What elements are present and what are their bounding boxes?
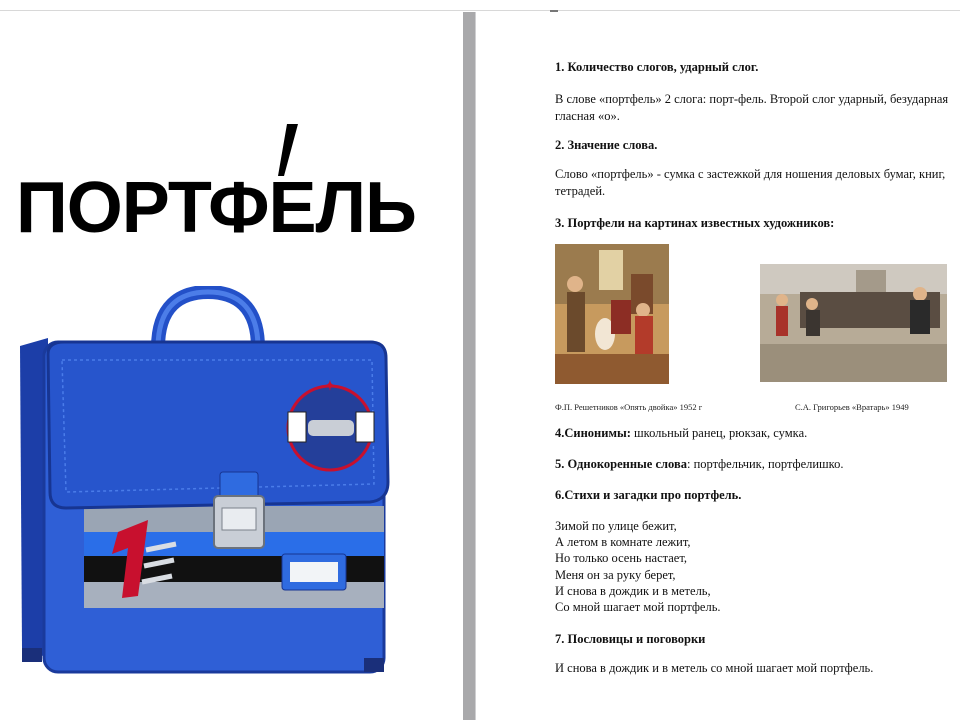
painting-vratar bbox=[760, 264, 947, 382]
page-gutter-edge bbox=[475, 12, 476, 720]
word-title: ПОРТФЕЛЬ bbox=[16, 168, 416, 248]
section-5 bbox=[555, 456, 844, 473]
page-top-border bbox=[0, 10, 960, 11]
section-4 bbox=[555, 425, 807, 442]
section-7-heading: 7. Пословицы и поговорки bbox=[555, 632, 706, 646]
section-5-text: : портфельчик, портфелишко. bbox=[686, 457, 844, 471]
stress-accent-mark bbox=[278, 124, 298, 176]
section-7-text: И снова в дождик и в метель со мной шагает мой портфель. bbox=[555, 661, 874, 675]
section-1-text: В слове «портфель» 2 слога: порт-фель. Второй слог ударный, безударная гласная «о». bbox=[555, 92, 949, 123]
section-2-text: Слово «портфель» - сумка с застежкой для ношения деловых бумаг, книг, тетрадей. bbox=[555, 167, 946, 198]
briefcase-image bbox=[8, 286, 398, 686]
section-2-heading: 2. Значение слова. bbox=[555, 138, 658, 152]
poem-line: Меня он за руку берет, bbox=[555, 567, 676, 582]
poem-line: И снова в дождик и в метель, bbox=[555, 583, 711, 598]
section-1-heading: 1. Количество слогов, ударный слог. bbox=[555, 60, 759, 74]
riddle-poem bbox=[555, 518, 721, 615]
caption-painting-2: С.А. Григорьев «Вратарь» 1949 bbox=[795, 402, 909, 412]
poem-line: Зимой по улице бежит, bbox=[555, 519, 677, 533]
poem-line: Но только осень настает, bbox=[555, 551, 688, 566]
section-4-heading: 4.Синонимы: bbox=[555, 426, 631, 440]
ruler-mark bbox=[550, 10, 558, 12]
poem-line: Со мной шагает мой портфель. bbox=[555, 600, 721, 615]
svg-text:✦: ✦ bbox=[324, 378, 336, 393]
section-4-text: школьный ранец, рюкзак, сумка. bbox=[630, 426, 808, 440]
section-6-heading: 6.Стихи и загадки про портфель. bbox=[555, 488, 742, 502]
section-5-heading: 5. Однокоренные слова bbox=[555, 457, 687, 471]
poem-line: А летом в комнате лежит, bbox=[555, 535, 691, 550]
page-gutter bbox=[463, 12, 475, 720]
caption-painting-1: Ф.П. Решетников «Опять двойка» 1952 г bbox=[555, 402, 703, 412]
painting-opyat-dvoyka bbox=[555, 244, 669, 384]
section-3-heading: 3. Портфели на картинах известных художников: bbox=[555, 216, 835, 230]
